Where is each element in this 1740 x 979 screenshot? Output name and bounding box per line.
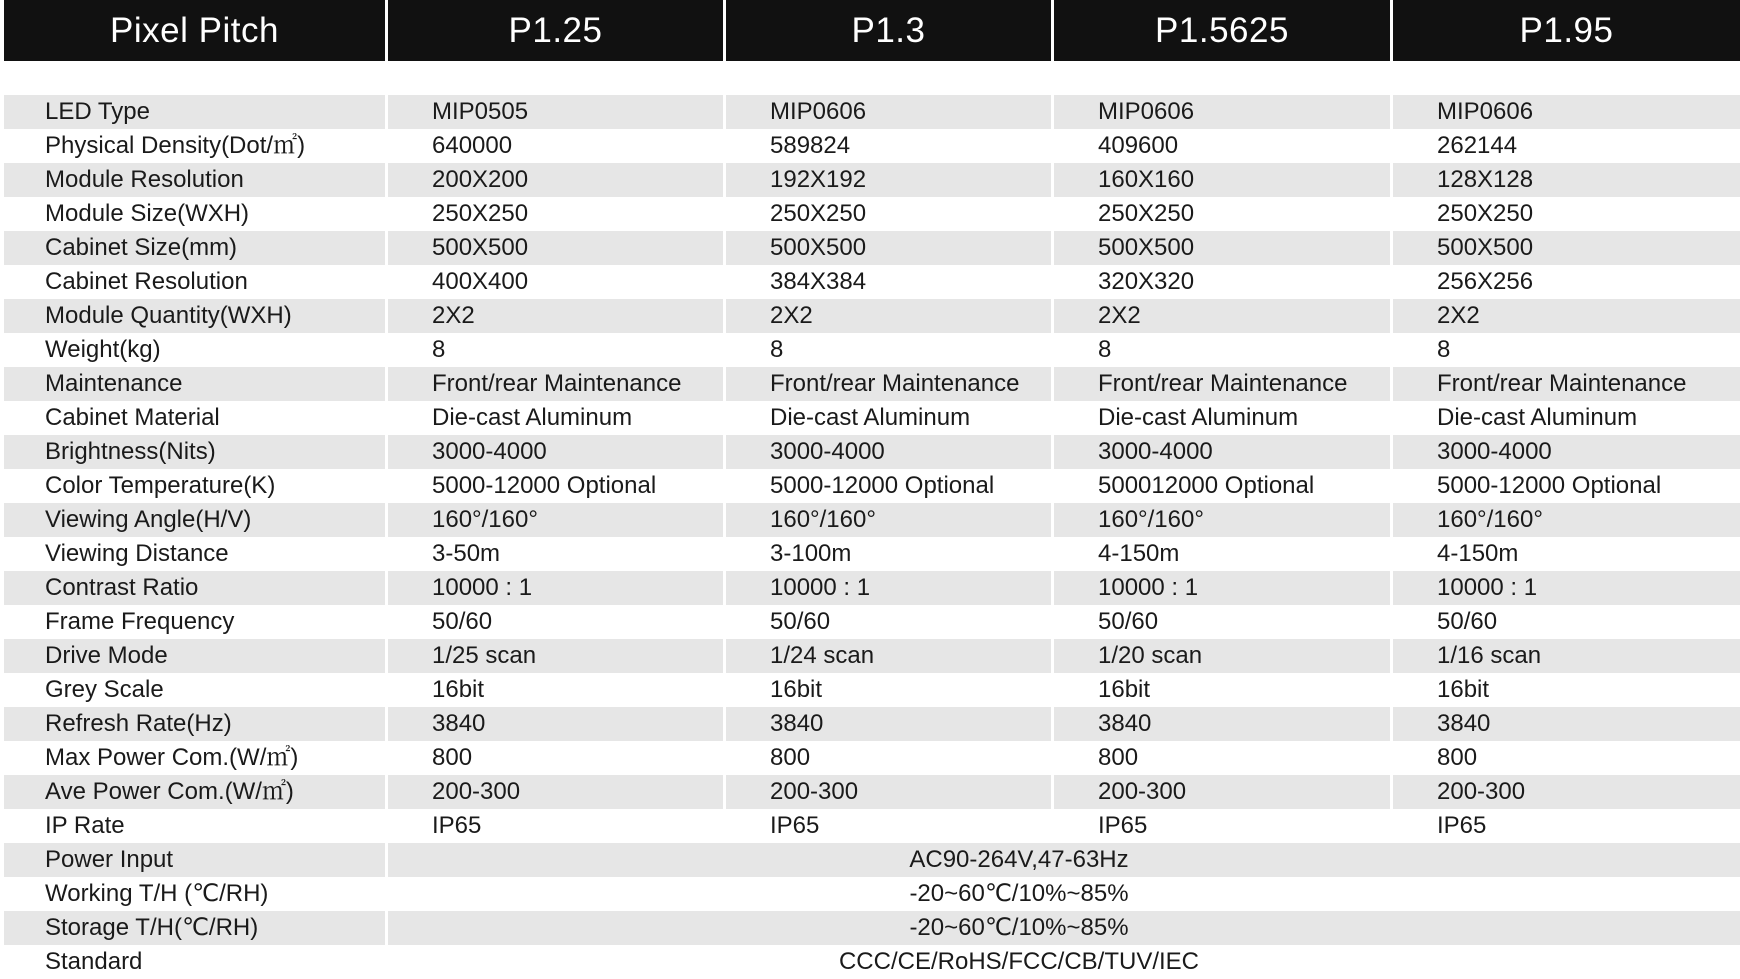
row-value: 3840: [1390, 707, 1740, 741]
row-value: 200-300: [1051, 775, 1390, 809]
table-row: [4, 571, 1740, 605]
row-value: 3-50m: [385, 537, 723, 571]
row-value: 8: [385, 333, 723, 367]
row-label: Viewing Distance: [4, 537, 385, 571]
row-label: Drive Mode: [4, 639, 385, 673]
row-label: Cabinet Material: [4, 401, 385, 435]
table-row: [4, 231, 1740, 265]
row-value: 250X250: [723, 197, 1051, 231]
row-value: 500X500: [1051, 231, 1390, 265]
row-value: 2X2: [1390, 299, 1740, 333]
row-value: 3-100m: [723, 537, 1051, 571]
table-row: [4, 265, 1740, 299]
row-value: 5000-12000 Optional: [1390, 469, 1740, 503]
row-value: 2X2: [723, 299, 1051, 333]
row-value: IP65: [1390, 809, 1740, 843]
row-value: 500X500: [723, 231, 1051, 265]
row-label: Color Temperature(K): [4, 469, 385, 503]
table-row: [4, 843, 1740, 877]
header-model: P1.95: [1390, 0, 1740, 61]
row-value: 16bit: [723, 673, 1051, 707]
row-label: Maintenance: [4, 367, 385, 401]
row-value: 256X256: [1390, 265, 1740, 299]
row-value: 400X400: [385, 265, 723, 299]
merged-value: -20~60℃/10%~85%: [385, 877, 1740, 911]
row-value: 16bit: [1390, 673, 1740, 707]
table-row: [4, 367, 1740, 401]
row-value: 500X500: [1390, 231, 1740, 265]
row-value: 3840: [1051, 707, 1390, 741]
row-value: 200-300: [385, 775, 723, 809]
row-value: Die-cast Aluminum: [1390, 401, 1740, 435]
row-label: Physical Density(Dot/㎡): [4, 129, 385, 163]
row-value: 3840: [385, 707, 723, 741]
row-value: 5000-12000 Optional: [723, 469, 1051, 503]
row-label: Module Size(WXH): [4, 197, 385, 231]
row-label: Standard: [4, 945, 385, 979]
row-value: 10000 : 1: [385, 571, 723, 605]
header-label: Pixel Pitch: [4, 0, 385, 61]
row-value: Die-cast Aluminum: [1051, 401, 1390, 435]
row-value: 384X384: [723, 265, 1051, 299]
row-value: 200-300: [1390, 775, 1740, 809]
row-value: 192X192: [723, 163, 1051, 197]
row-value: 160°/160°: [723, 503, 1051, 537]
row-value: 3000-4000: [385, 435, 723, 469]
row-value: 250X250: [385, 197, 723, 231]
row-value: 1/24 scan: [723, 639, 1051, 673]
row-value: 250X250: [1051, 197, 1390, 231]
spec-table-header: [4, 0, 1740, 61]
row-value: MIP0505: [385, 95, 723, 129]
row-label: LED Type: [4, 95, 385, 129]
row-value: 3000-4000: [1051, 435, 1390, 469]
row-value: MIP0606: [723, 95, 1051, 129]
row-label: Max Power Com.(W/㎡): [4, 741, 385, 775]
row-label: Grey Scale: [4, 673, 385, 707]
row-value: 800: [385, 741, 723, 775]
row-value: 128X128: [1390, 163, 1740, 197]
row-label: Module Resolution: [4, 163, 385, 197]
table-row: [4, 333, 1740, 367]
row-value: 3000-4000: [723, 435, 1051, 469]
row-value: Front/rear Maintenance: [385, 367, 723, 401]
row-label: Refresh Rate(Hz): [4, 707, 385, 741]
row-label: Power Input: [4, 843, 385, 877]
row-value: 160°/160°: [1390, 503, 1740, 537]
row-value: 200X200: [385, 163, 723, 197]
row-value: 10000 : 1: [1390, 571, 1740, 605]
header-row: [4, 0, 1740, 61]
row-label: Storage T/H(℃/RH): [4, 911, 385, 945]
table-row: [4, 741, 1740, 775]
table-row: [4, 435, 1740, 469]
row-value: IP65: [1051, 809, 1390, 843]
row-value: 1/20 scan: [1051, 639, 1390, 673]
table-row: [4, 401, 1740, 435]
row-value: 3000-4000: [1390, 435, 1740, 469]
row-value: 50/60: [1051, 605, 1390, 639]
table-row: [4, 605, 1740, 639]
row-label: Weight(kg): [4, 333, 385, 367]
row-value: 50/60: [1390, 605, 1740, 639]
table-row: [4, 163, 1740, 197]
merged-value: AC90-264V,47-63Hz: [385, 843, 1740, 877]
row-value: 160°/160°: [1051, 503, 1390, 537]
row-value: IP65: [723, 809, 1051, 843]
header-model: P1.25: [385, 0, 723, 61]
table-row: [4, 469, 1740, 503]
row-label: Working T/H (℃/RH): [4, 877, 385, 911]
table-row: [4, 707, 1740, 741]
row-value: 160X160: [1051, 163, 1390, 197]
row-label: Viewing Angle(H/V): [4, 503, 385, 537]
row-value: 1/25 scan: [385, 639, 723, 673]
table-row: [4, 129, 1740, 163]
table-row: [4, 775, 1740, 809]
row-value: Front/rear Maintenance: [1051, 367, 1390, 401]
row-label: Contrast Ratio: [4, 571, 385, 605]
row-value: 500012000 Optional: [1051, 469, 1390, 503]
table-row: [4, 877, 1740, 911]
row-value: 10000 : 1: [1051, 571, 1390, 605]
table-row: [4, 809, 1740, 843]
row-value: IP65: [385, 809, 723, 843]
row-value: Die-cast Aluminum: [385, 401, 723, 435]
spec-table: [4, 0, 1740, 979]
row-label: IP Rate: [4, 809, 385, 843]
row-value: 500X500: [385, 231, 723, 265]
row-value: 16bit: [385, 673, 723, 707]
table-row: [4, 537, 1740, 571]
row-value: 200-300: [723, 775, 1051, 809]
row-value: 800: [723, 741, 1051, 775]
merged-value: -20~60℃/10%~85%: [385, 911, 1740, 945]
row-value: Front/rear Maintenance: [723, 367, 1051, 401]
row-value: 50/60: [723, 605, 1051, 639]
header-spacer: [4, 61, 1740, 95]
row-label: Cabinet Resolution: [4, 265, 385, 299]
row-value: 50/60: [385, 605, 723, 639]
row-value: 262144: [1390, 129, 1740, 163]
row-value: 16bit: [1051, 673, 1390, 707]
table-row: [4, 299, 1740, 333]
row-label: Cabinet Size(mm): [4, 231, 385, 265]
row-value: Front/rear Maintenance: [1390, 367, 1740, 401]
row-value: 1/16 scan: [1390, 639, 1740, 673]
table-row: [4, 95, 1740, 129]
row-label: Brightness(Nits): [4, 435, 385, 469]
row-value: Die-cast Aluminum: [723, 401, 1051, 435]
merged-value: CCC/CE/RoHS/FCC/CB/TUV/IEC: [385, 945, 1740, 979]
row-value: 800: [1051, 741, 1390, 775]
row-value: 10000 : 1: [723, 571, 1051, 605]
header-model: P1.3: [723, 0, 1051, 61]
row-value: 5000-12000 Optional: [385, 469, 723, 503]
table-row: [4, 945, 1740, 979]
row-value: 800: [1390, 741, 1740, 775]
row-label: Ave Power Com.(W/㎡): [4, 775, 385, 809]
row-value: 640000: [385, 129, 723, 163]
row-value: 8: [723, 333, 1051, 367]
row-value: 2X2: [1051, 299, 1390, 333]
row-value: 4-150m: [1390, 537, 1740, 571]
table-row: [4, 197, 1740, 231]
table-row: [4, 673, 1740, 707]
row-value: 320X320: [1051, 265, 1390, 299]
row-label: Module Quantity(WXH): [4, 299, 385, 333]
row-value: 409600: [1051, 129, 1390, 163]
row-value: 250X250: [1390, 197, 1740, 231]
row-value: 589824: [723, 129, 1051, 163]
row-value: 4-150m: [1051, 537, 1390, 571]
spec-table-body: [4, 61, 1740, 979]
row-value: MIP0606: [1390, 95, 1740, 129]
row-value: MIP0606: [1051, 95, 1390, 129]
spacer-cell: [4, 61, 1740, 95]
table-row: [4, 639, 1740, 673]
row-value: 8: [1051, 333, 1390, 367]
row-value: 3840: [723, 707, 1051, 741]
row-label: Frame Frequency: [4, 605, 385, 639]
row-value: 160°/160°: [385, 503, 723, 537]
row-value: 8: [1390, 333, 1740, 367]
header-model: P1.5625: [1051, 0, 1390, 61]
table-row: [4, 503, 1740, 537]
table-row: [4, 911, 1740, 945]
row-value: 2X2: [385, 299, 723, 333]
